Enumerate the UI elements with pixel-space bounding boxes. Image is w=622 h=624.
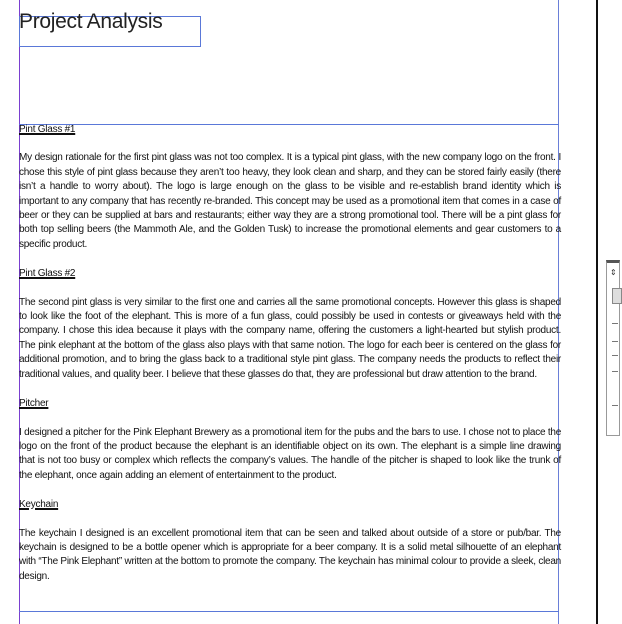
section-pint-glass-1	[19, 123, 561, 252]
section-body: The second pint glass is very similar to the first one and carries all the same promotional concepts. However this glass is shaped to look like the foot of the elephant. This is more of a fun glass, could possibly be used in contests or giveaways held with the company. I chose this idea because it plays with the company name, offering the customers a light-hearted but stylish product. The pink elephant at the bottom of the glass also plays with that same notion. The logo for each beer is centered on the glass for additional promotion, and to bring the glass back to a traditional style pint glass. The company needs the products to reflect their traditional values, and quality beer. I believe that these glasses do that, they are professional but draw attention to the brand.	[19, 296, 561, 380]
section-body: My design rationale for the first pint glass was not too complex. It is a typical pint glass, with the new company logo on the front. I chose this style of pint glass because they aren’t too heavy, they look clean and sharp, and they can be stored fairly easily (there isn’t a handle to worry about). The logo is large enough on the glass to be visible and re-establish brand identity which is important to any company that has recently re-branded. This concept may be used as a promotional item that comes in a case of beer or they can be supplied at bars and restaurants; either way they are a strong promotional tool. There will be a pint glass for both top selling beers (the Mammoth Ale, and the Golden Tusk) to increase the promotional elements and gear customers to a specific product.	[19, 152, 561, 250]
panel-divider	[612, 355, 618, 356]
up-down-arrows-icon[interactable]: ⇕	[610, 268, 617, 277]
pasteboard-divider	[596, 0, 598, 624]
section-heading: Pint Glass #1	[19, 124, 76, 135]
section-body: The keychain I designed is an excellent promotional item that can be seen and talked about outside of a store or pub/bar. The keychain is designed to be a bottle opener which is appropriate for a beer company. It is a solid metal silhouette of an elephant with “The Pink Elephant” written at the bottom to promote the company. The keychain has minimal colour to provide a sleek, clean design.	[19, 527, 561, 582]
panel-divider	[612, 341, 618, 342]
panel-button[interactable]	[612, 288, 622, 304]
section-heading: Keychain	[19, 499, 59, 511]
page-title: Project Analysis	[19, 10, 163, 33]
section-keychain	[19, 498, 561, 584]
section-pint-glass-2	[19, 267, 561, 382]
body-text-frame[interactable]	[19, 123, 561, 599]
collapsed-tool-panel[interactable]	[606, 260, 620, 436]
frame-guide-bottom	[19, 611, 559, 612]
panel-divider	[612, 371, 618, 372]
section-heading: Pint Glass #2	[19, 268, 76, 280]
section-pitcher	[19, 397, 561, 483]
section-heading: Pitcher	[19, 398, 49, 410]
panel-divider	[612, 405, 618, 406]
section-body: I designed a pitcher for the Pink Elephant Brewery as a promotional item for the pubs and the bars to use. I chose not to place the logo on the front of the product because the elephant is an identifiable object on its own. The elephant is a simple line drawing that is not too busy or complex which reflects the company’s values. The handle of the pitcher is shaped to look like the trunk of the elephant, once again adding an element of entertainment to the product.	[19, 426, 561, 481]
panel-divider	[612, 323, 618, 324]
